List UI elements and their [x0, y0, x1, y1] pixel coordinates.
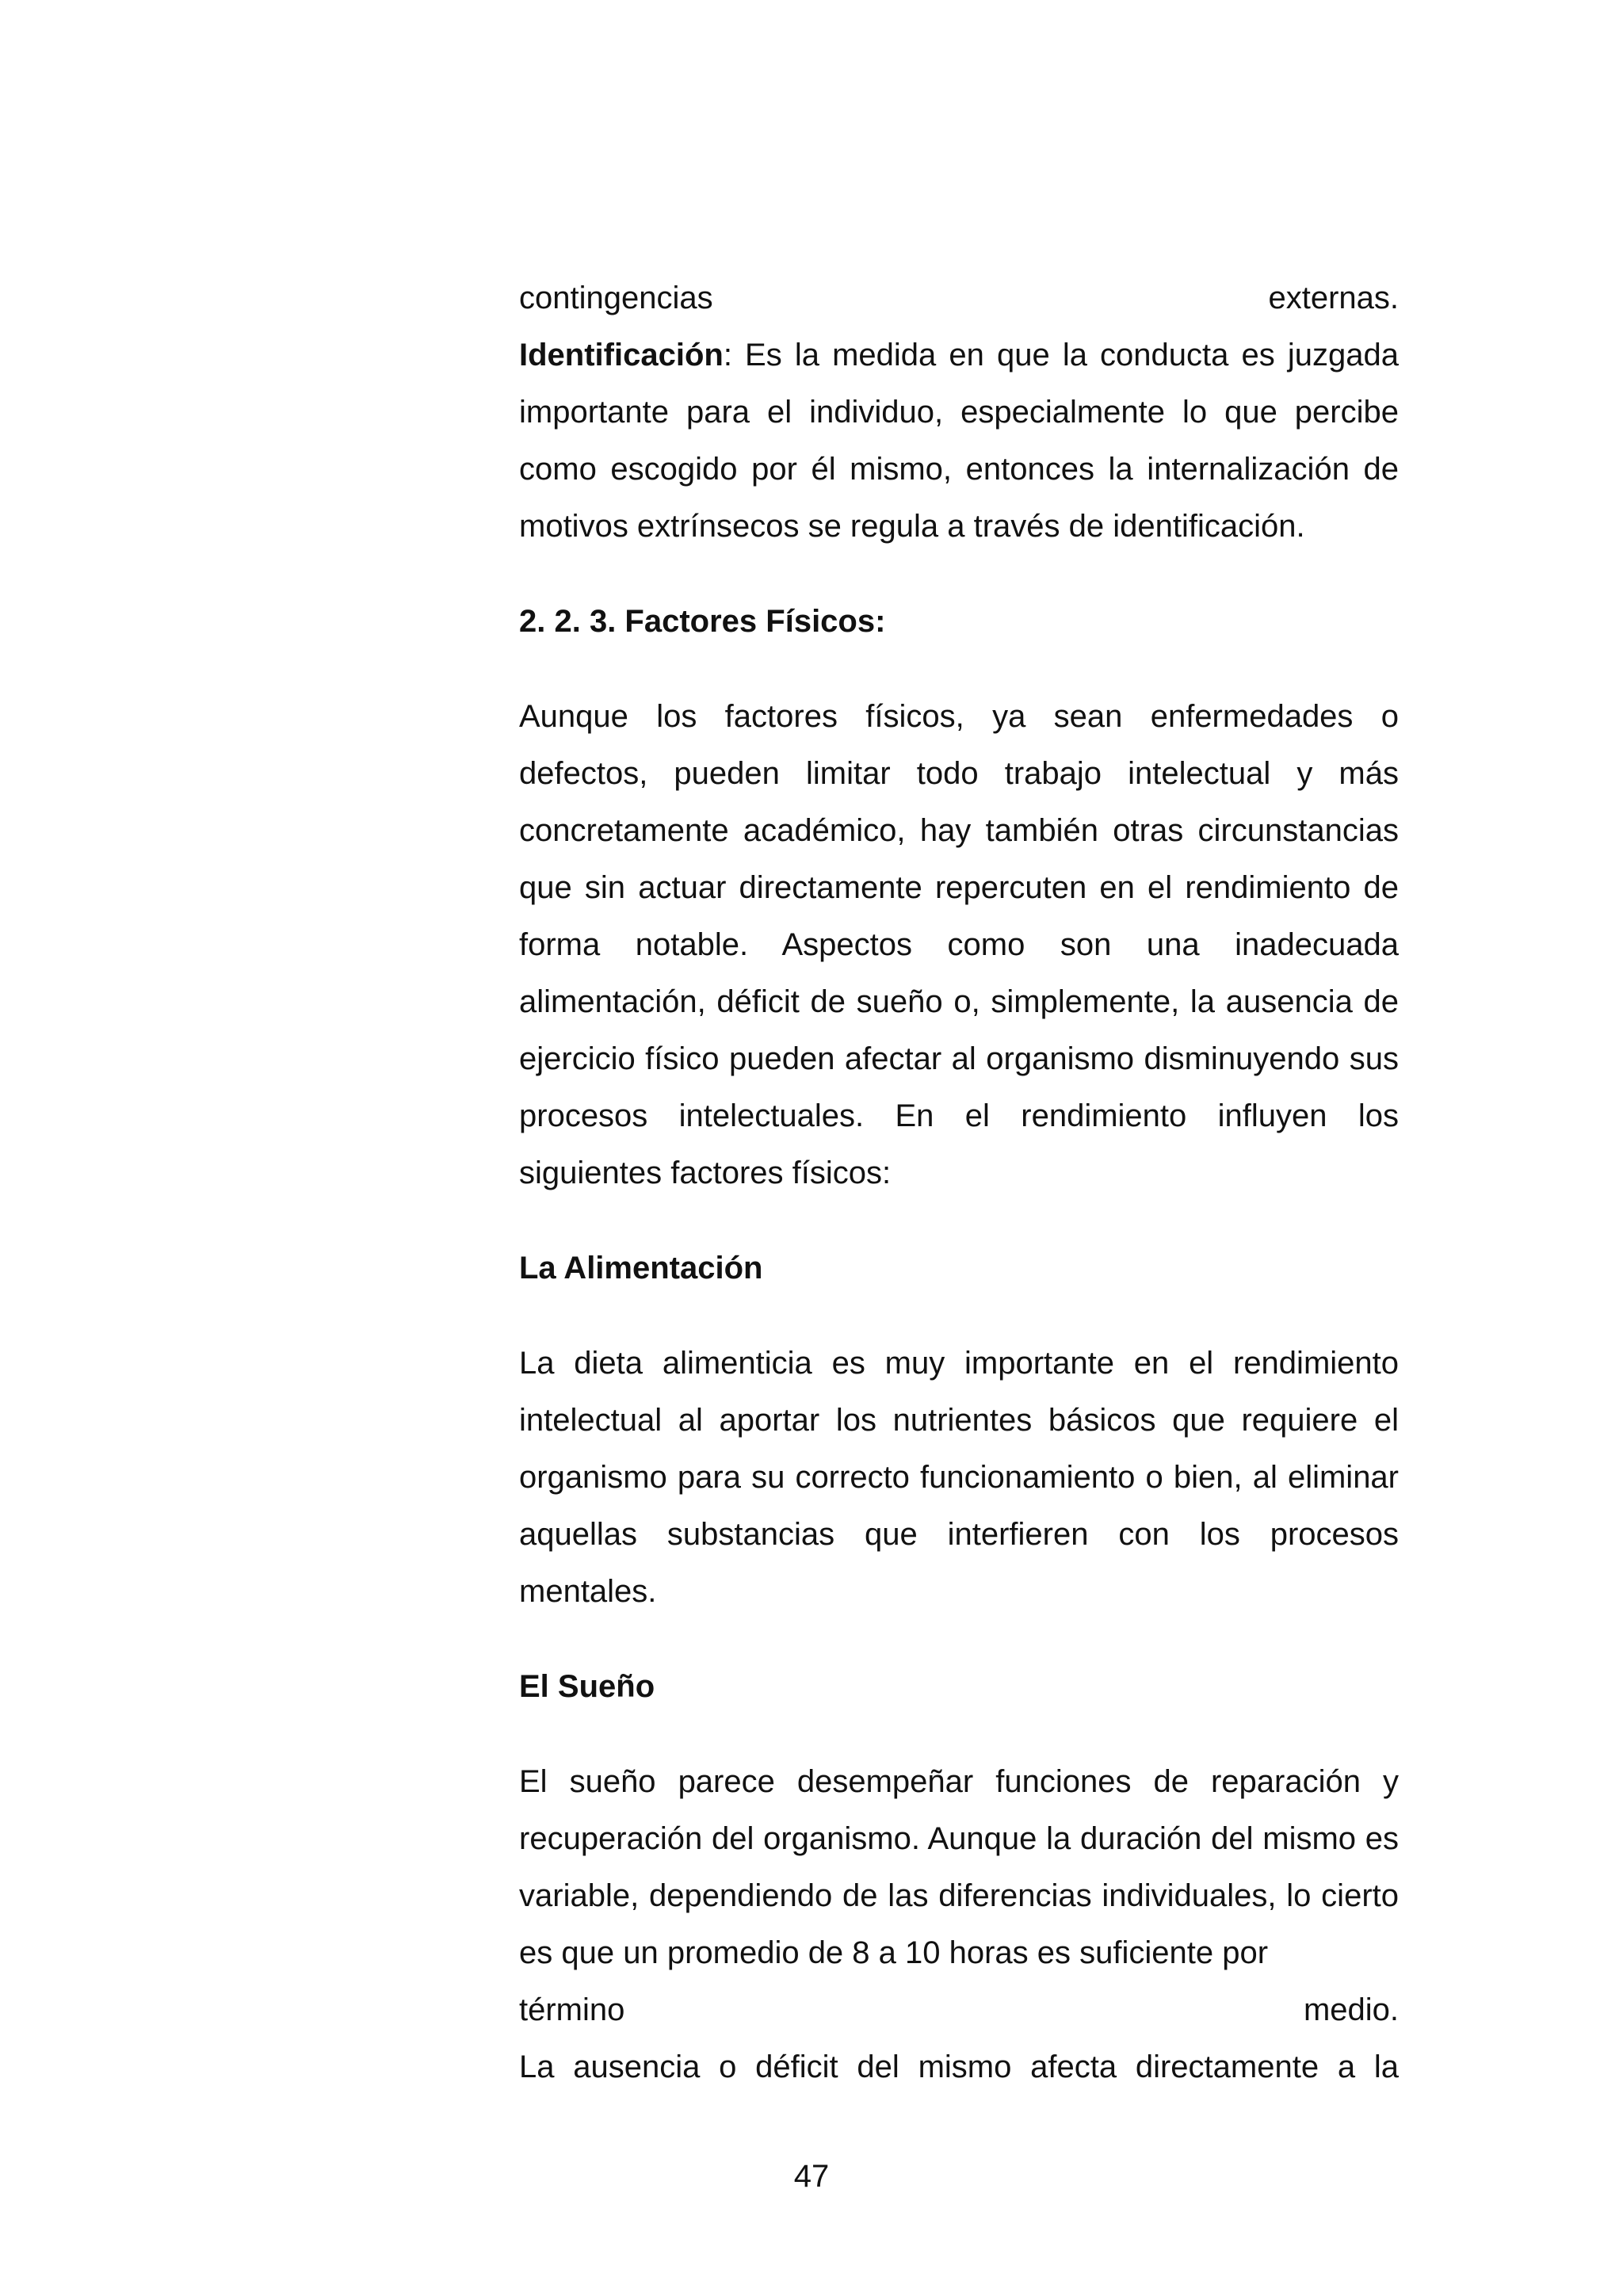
continuation-line — [519, 269, 1399, 327]
sueno-spread-right-word: medio. — [1303, 1992, 1399, 2027]
subheading-sueno: El Sueño — [519, 1669, 655, 1704]
sueno-spread-left-word: término — [519, 1992, 625, 2027]
identificacion-paragraph — [519, 327, 1399, 555]
alimentacion-paragraph: La dieta alimenticia es muy importante en el rendimiento intelectual al aportar los nutrientes básicos que requiere el organismo para su correcto funcionamiento o bien, al eliminar aquellas substancias que interfieren con los procesos mentales. — [519, 1346, 1399, 1609]
sueno-spread-line — [519, 1981, 1399, 2038]
identificacion-term: Identificación — [519, 338, 724, 372]
page-number: 47 — [793, 2159, 830, 2194]
sueno-paragraph — [519, 1753, 1399, 2095]
subheading-alimentacion: La Alimentación — [519, 1251, 763, 1286]
continuation-left-word: contingencias — [519, 281, 713, 315]
sueno-paragraph-text: El sueño parece desempeñar funciones de reparación y recuperación del organismo. Aunque la duración del mismo es variable, dependiendo de las diferencias individuales, lo cierto es que un promedio de 8 a 10 horas es suficiente por — [519, 1764, 1399, 1970]
section-heading-factores-fisicos: 2. 2. 3. Factores Físicos: — [519, 604, 886, 639]
sueno-last-line: La ausencia o déficit del mismo afecta directamente a la — [519, 2050, 1399, 2084]
factores-fisicos-paragraph: Aunque los factores físicos, ya sean enfermedades o defectos, pueden limitar todo trabajo intelectual y más concretamente académico, hay también otras circunstancias que sin actuar directamente repercuten en el rendimiento de forma notable. Aspectos como son una inadecuada alimentación, déficit de sueño o, simplemente, la ausencia de ejercicio físico pueden afectar al organismo disminuyendo sus procesos intelectuales. En el rendimiento influyen los siguientes factores físicos: — [519, 699, 1399, 1190]
identificacion-definition: : Es la medida en que la conducta es juzgada importante para el individuo, especialmente lo que percibe como escogido por él mismo, entonces la internalización de motivos extrínsecos se regula a través de identificación. — [519, 338, 1399, 544]
continuation-right-word: externas. — [1268, 281, 1399, 315]
page-body — [519, 269, 1399, 2095]
